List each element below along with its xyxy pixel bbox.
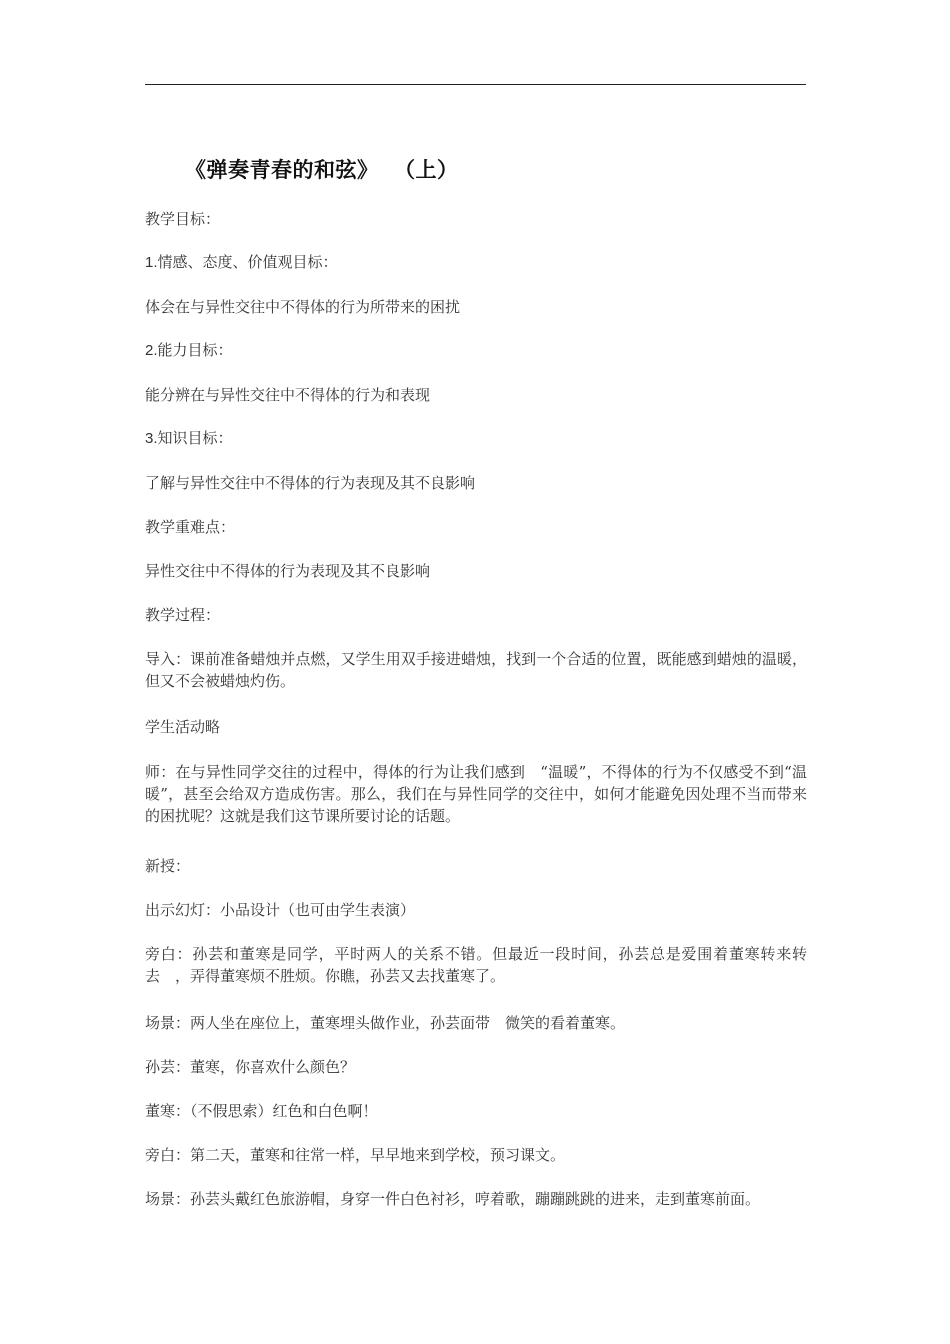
paragraph-goal-3-text: 了解与异性交往中不得体的行为表现及其不良影响 <box>145 474 476 492</box>
header-rule <box>145 84 806 85</box>
paragraph-narration-2: 旁白：第二天，董寒和往常一样，早早地来到学校，预习课文。 <box>145 1146 566 1164</box>
paragraph-teacher-remarks: 师：在与异性同学交往的过程中，得体的行为让我们感到 “温暖”，不得体的行为不仅感受不到“温暖”，甚至会给双方造成伤害。那么，我们在与异性同学的交往中，如何才能避免因处理不当而带来的困扰呢？这就是我们这节课所要讨论的话题。 <box>145 763 807 825</box>
paragraph-narration-1: 旁白：孙芸和董寒是同学，平时两人的关系不错。但最近一段时间，孙芸总是爱围着董寒转来转去 ，弄得董寒烦不胜烦。你瞧，孙芸又去找董寒了。 <box>145 945 807 985</box>
paragraph-goal-3-heading: 3.知识目标： <box>145 430 233 447</box>
paragraph-scene-1: 场景：两人坐在座位上，董寒埋头做作业，孙芸面带 微笑的看着董寒。 <box>145 1014 626 1032</box>
paragraph-introduction: 导入：课前准备蜡烛并点燃，又学生用双手接进蜡烛，找到一个合适的位置，既能感到蜡烛的温暖，但又不会被蜡烛灼伤。 <box>145 650 807 690</box>
paragraph-key-points-text: 异性交往中不得体的行为表现及其不良影响 <box>145 562 431 580</box>
paragraph-student-activity: 学生活动略 <box>145 718 221 736</box>
paragraph-goal-2-heading: 2.能力目标： <box>145 342 233 359</box>
paragraph-scene-2: 场景：孙芸头戴红色旅游帽，身穿一件白色衬衫，哼着歌，蹦蹦跳跳的进来，走到董寒前面。 <box>145 1190 761 1208</box>
title-main: 《弹奏青春的和弦》 <box>185 157 379 182</box>
paragraph-goal-1-heading: 1.情感、态度、价值观目标： <box>145 254 338 271</box>
paragraph-goal-1-text: 体会在与异性交往中不得体的行为所带来的困扰 <box>145 298 461 316</box>
paragraph-key-points-heading: 教学重难点： <box>145 518 236 536</box>
paragraph-process-heading: 教学过程： <box>145 606 221 624</box>
document-title <box>185 154 459 184</box>
paragraph-dialogue-donghan: 董寒：（不假思索）红色和白色啊！ <box>145 1102 378 1120</box>
paragraph-goal-2-text: 能分辨在与异性交往中不得体的行为和表现 <box>145 386 431 404</box>
paragraph-slide: 出示幻灯：小品设计（也可由学生表演） <box>145 901 416 919</box>
paragraph-dialogue-sunyun: 孙芸：董寒，你喜欢什么颜色？ <box>145 1058 356 1076</box>
paragraph-new-lesson: 新授： <box>145 857 191 875</box>
title-suffix: （上） <box>404 157 459 182</box>
paragraph-teaching-goals: 教学目标： <box>145 210 221 228</box>
